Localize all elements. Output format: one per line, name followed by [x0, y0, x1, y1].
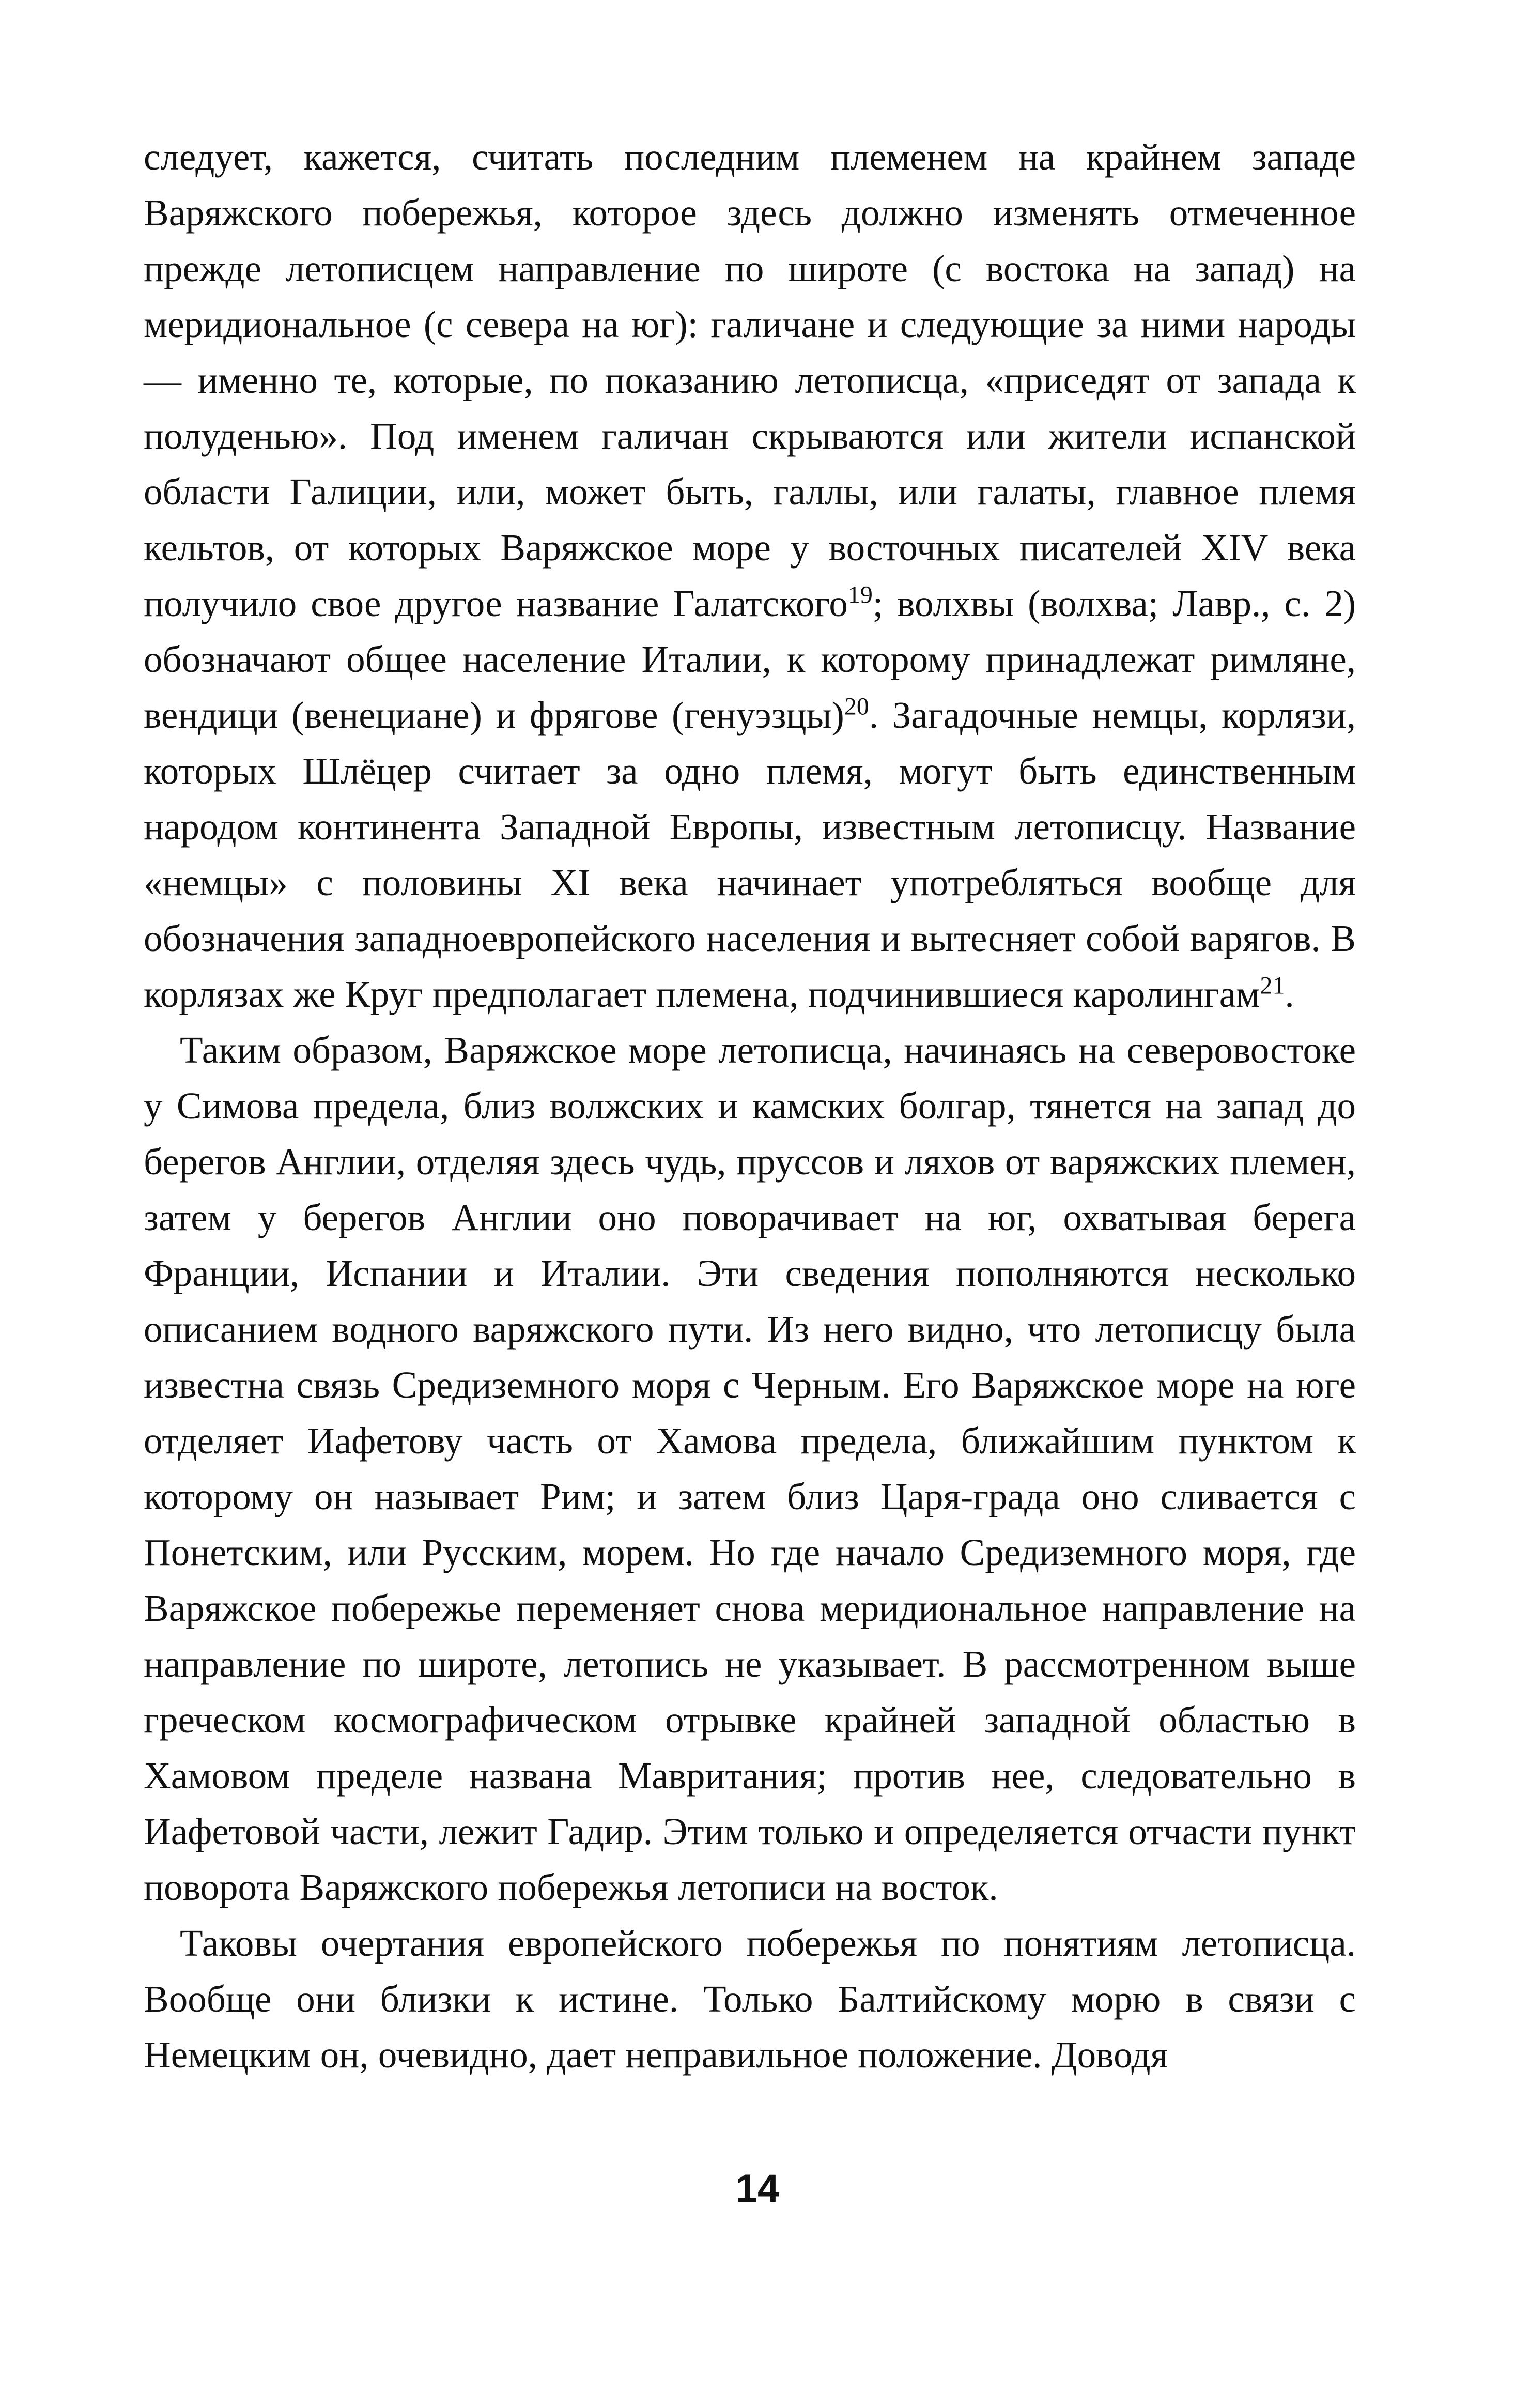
page-number: 14 — [735, 2167, 780, 2211]
footnote-marker: 19 — [847, 581, 873, 609]
paragraph — [144, 129, 1356, 1022]
paragraph — [144, 1022, 1356, 1915]
text-run: . Загадочные немцы, корлязи, которых Шлёцер считает за одно племя, могут быть единственным народом континента Западной Европы, известным летописцу. Название «немцы» с половины XI века начинает употребляться вообще для обозначения западноевропейского населения и вытесняет собой варягов. В корлязах же Круг предполагает племена, подчинившиеся каролингам — [144, 694, 1356, 1015]
body-text — [144, 129, 1356, 2083]
text-run: . — [1285, 973, 1294, 1015]
footnote-marker: 21 — [1260, 972, 1285, 1000]
text-run: Таковы очертания европейского побережья по понятиям летописца. Вообще они близки к истине. Только Балтийскому морю в связи с Немецким он, очевидно, дает неправильное положение. Доводя — [144, 1922, 1356, 2076]
paragraph — [144, 1915, 1356, 2083]
text-run: следует, кажется, считать последним племенем на крайнем западе Варяжского побережья, которое здесь должно изменять отмеченное прежде летописцем направление по широте (с востока на запад) на меридиональное (с севера на юг): галичане и следующие за ними народы — именно те, которые, по показанию летописца, «приседят от запада к полуденью». Под именем галичан скрываются или жители испанской области Галиции, или, может быть, галлы, или галаты, главное племя кельтов, от которых Варяжское море у восточных писателей XIV века получило свое другое название Галатского — [144, 136, 1356, 624]
footnote-marker: 20 — [844, 693, 869, 720]
text-run: ; волхвы (волхва; Лавр., с. 2) обозначают общее население Италии, к которому принадлежат римляне, вендици (венециане) и фрягове (генуэзцы) — [144, 582, 1356, 736]
text-run: Таким образом, Варяжское море летописца, начинаясь на северовостоке у Симова предела, близ волжских и камских болгар, тянется на запад до берегов Англии, отделяя здесь чудь, пруссов и ляхов от варяжских племен, затем у берегов Англии оно поворачивает на юг, охватывая берега Франции, Испании и Италии. Эти сведения пополняются несколько описанием водного варяжского пути. Из него видно, что летописцу была известна связь Средиземного моря с Черным. Его Варяжское море на юге отделяет Иафетову часть от Хамова предела, ближайшим пунктом к которому он называет Рим; и затем близ Царя-града оно сливается с Понетским, или Русским, морем. Но где начало Средиземного моря, где Варяжское побережье переменяет снова меридиональное направление на направление по широте, летопись не указывает. В рассмотренном выше греческом космографическом отрывке крайней западной областью в Хамовом пределе названа Мавритания; против нее, следовательно в Иафетовой части, лежит Гадир. Этим только и определяется отчасти пункт поворота Варяжского побережья летописи на восток. — [144, 1029, 1356, 1908]
